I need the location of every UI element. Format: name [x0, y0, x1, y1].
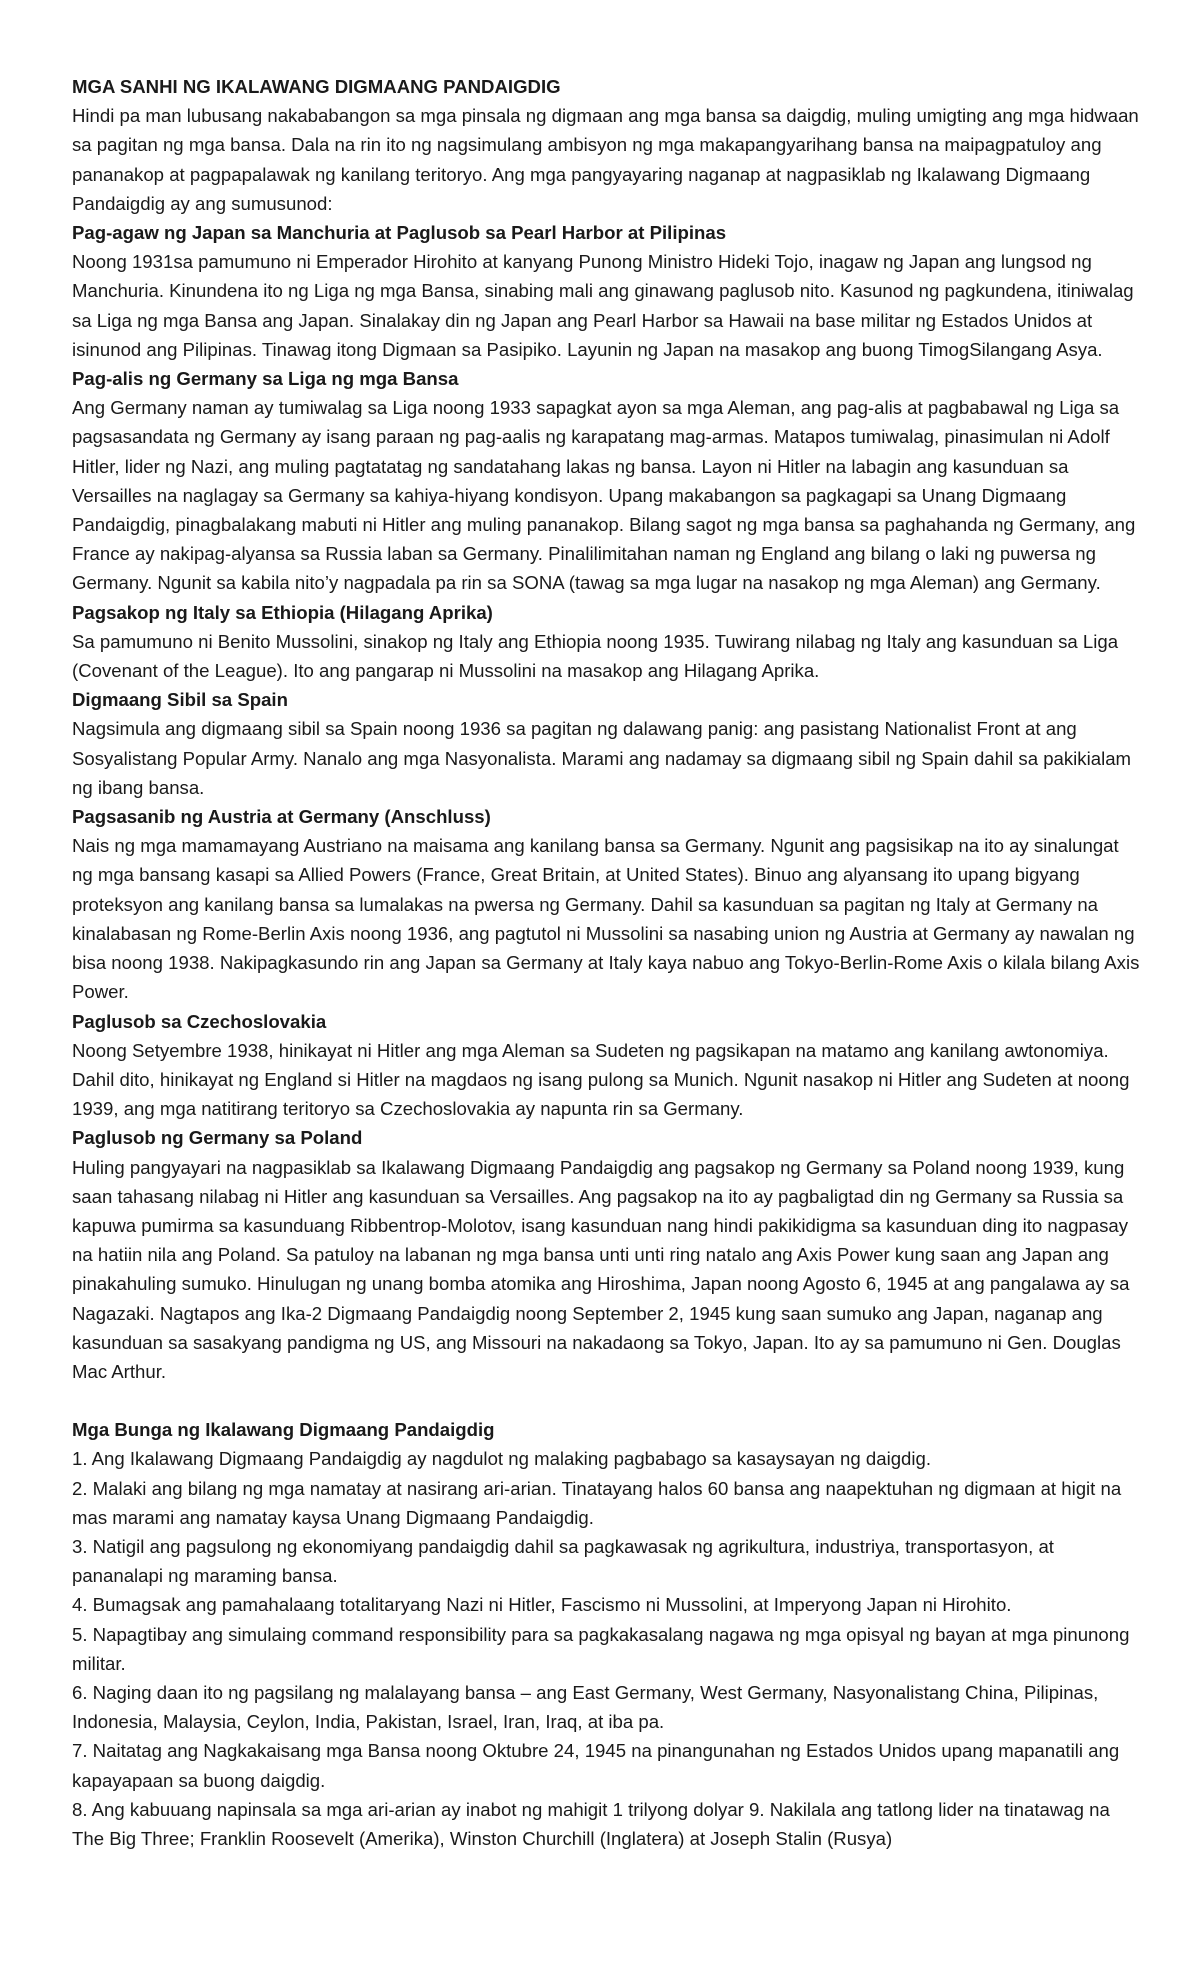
effects-list-item: 8. Ang kabuuang napinsala sa mga ari-arian ay inabot ng mahigit 1 trilyong dolyar 9. Nakilala ang tatlong lider na tinatawag na The Big Three; Franklin Roosevelt (Amerika), Winston Churchill (Inglatera) at Joseph Stalin (Rusya) — [72, 1798, 1110, 1849]
intro-paragraph: Hindi pa man lubusang nakababangon sa mga pinsala ng digmaan ang mga bansa sa daigdig, muling umigting ang mga hidwaan sa pagitan ng mga bansa. Dala na rin ito ng nagsimulang ambisyon ng mga makapangyarihang bansa na maipagpatuloy ang pananakop at pagpapalawak ng kanilang teritoryo. Ang mga pangyayaring naganap at nagpasiklab ng Ikalawang Digmaang Pandaigdig ay ang sumusunod: — [72, 105, 1139, 214]
section-heading-germany-league: Pag-alis ng Germany sa Liga ng mga Bansa — [72, 368, 459, 390]
paragraph-spacer — [72, 1386, 1142, 1415]
effects-heading: Mga Bunga ng Ikalawang Digmaang Pandaigdig — [72, 1419, 495, 1441]
section-body-italy-ethiopia: Sa pamumuno ni Benito Mussolini, sinakop ng Italy ang Ethiopia noong 1935. Tuwirang nilabag ng Italy ang kasunduan sa Liga (Covenant of the League). Ito ang pangarap ni Mussolini na masakop ang Hilagang Aprika. — [72, 630, 1119, 682]
effects-list-item: 4. Bumagsak ang pamahalaang totalitaryang Nazi ni Hitler, Fascismo ni Mussolini, at Imperyong Japan ni Hirohito. — [72, 1594, 1012, 1616]
document-body — [72, 72, 1142, 1853]
effects-list-item: 5. Napagtibay ang simulaing command responsibility para sa pagkakasalang nagawa ng mga opisyal ng bayan at mga pinunong militar. — [72, 1623, 1130, 1674]
document-title: MGA SANHI NG IKALAWANG DIGMAANG PANDAIGDIG — [72, 76, 561, 97]
section-heading-poland: Paglusob ng Germany sa Poland — [72, 1127, 363, 1149]
effects-list-item: 6. Naging daan ito ng pagsilang ng malalayang bansa – ang East Germany, West Germany, Nasyonalistang China, Pilipinas, Indonesia, Malaysia, Ceylon, India, Pakistan, Israel, Iran, Iraq, at iba pa. — [72, 1681, 1099, 1733]
effects-list-item: 2. Malaki ang bilang ng mga namatay at nasirang ari-arian. Tinatayang halos 60 bansa ang naapektuhan ng digmaan at higit na mas marami ang namatay kaysa Unang Digmaang Pandaigdig. — [72, 1477, 1122, 1528]
section-body-manchuria: Noong 1931sa pamumuno ni Emperador Hirohito at kanyang Punong Ministro Hideki Tojo, inagaw ng Japan ang lungsod ng Manchuria. Kinundena ito ng Liga ng mga Bansa, sinabing mali ang ginawang paglusob nito. Kasunod ng pagkundena, itiniwalag sa Liga ng mga Bansa ang Japan. Sinalakay din ng Japan ang Pearl Harbor sa Hawaii na base militar ng Estados Unidos at isinunod ang Pilipinas. Tinawag itong Digmaan sa Pasipiko. Layunin ng Japan na masakop ang buong TimogSilangang Asya. — [72, 251, 1134, 360]
section-heading-czechoslovakia: Paglusob sa Czechoslovakia — [72, 1010, 327, 1032]
section-heading-italy-ethiopia: Pagsakop ng Italy sa Ethiopia (Hilagang Aprika) — [72, 601, 493, 623]
section-body-anschluss: Nais ng mga mamamayang Austriano na maisama ang kanilang bansa sa Germany. Ngunit ang pagsisikap na ito ay sinalungat ng mga bansang kasapi sa Allied Powers (France, Great Britain, at United States). Binuo ang alyansang ito upang bigyang proteksyon ang kanilang bansa sa lumalakas na pwersa ng Germany. Dahil sa kasunduan sa pagitan ng Italy at Germany na kinalabasan ng Rome-Berlin Axis noong 1936, ang pagtutol ni Mussolini sa nasabing union ng Austria at Germany ay nawalan ng bisa noong 1938. Nakipagkasundo rin ang Japan sa Germany at Italy kaya nabuo ang Tokyo-Berlin-Rome Axis o kilala bilang Axis Power. — [72, 835, 1140, 1003]
effects-list-item: 1. Ang Ikalawang Digmaang Pandaigdig ay nagdulot ng malaking pagbabago sa kasaysayan ng daigdig. — [72, 1448, 932, 1470]
section-body-poland: Huling pangyayari na nagpasiklab sa Ikalawang Digmaang Pandaigdig ang pagsakop ng Germany sa Poland noong 1939, kung saan tahasang nilabag ni Hitler ang kasunduan sa Versailles. Ang pagsakop na ito ay pagbaligtad din ng Germany sa Russia sa kapuwa pumirma sa kasunduang Ribbentrop-Molotov, isang kasunduan nang hindi pakikidigma sa kasunduan ding ito nagpasay na hatiin nila ang Poland. Sa patuloy na labanan ng mga bansa unti unti ring natalo ang Axis Power kung saan ang Japan ang pinakahuling sumuko. Hinulugan ng unang bomba atomika ang Hiroshima, Japan noong Agosto 6, 1945 at ang pangalawa ay sa Nagazaki. Nagtapos ang Ika-2 Digmaang Pandaigdig noong September 2, 1945 kung saan sumuko ang Japan, naganap ang kasunduan sa sasakyang pandigma ng US, ang Missouri na nakadaong sa Tokyo, Japan. Ito ay sa pamumuno ni Gen. Douglas Mac Arthur. — [72, 1156, 1130, 1382]
section-body-czechoslovakia: Noong Setyembre 1938, hinikayat ni Hitler ang mga Aleman sa Sudeten ng pagsikapan na matamo ang kanilang awtonomiya. Dahil dito, hinikayat ng England si Hitler na magdaos ng isang pulong sa Munich. Ngunit nasakop ni Hitler ang Sudeten at noong 1939, ang mga natitirang teritoryo sa Czechoslovakia ay napunta rin sa Germany. — [72, 1039, 1130, 1120]
section-heading-spain: Digmaang Sibil sa Spain — [72, 689, 288, 711]
section-body-spain: Nagsimula ang digmaang sibil sa Spain noong 1936 sa pagitan ng dalawang panig: ang pasistang Nationalist Front at ang Sosyalistang Popular Army. Nanalo ang mga Nasyonalista. Marami ang nadamay sa digmaang sibil ng Spain dahil sa pakikialam ng ibang bansa. — [72, 718, 1132, 798]
effects-list-item: 3. Natigil ang pagsulong ng ekonomiyang pandaigdig dahil sa pagkawasak ng agrikultura, industriya, transportasyon, at pananalapi ng maraming bansa. — [72, 1535, 1054, 1587]
section-heading-manchuria: Pag-agaw ng Japan sa Manchuria at Paglusob sa Pearl Harbor at Pilipinas — [72, 222, 727, 244]
effects-list-item: 7. Naitatag ang Nagkakaisang mga Bansa noong Oktubre 24, 1945 na pinangunahan ng Estados Unidos upang mapanatili ang kapayapaan sa buong daigdig. — [72, 1740, 1120, 1791]
section-body-germany-league: Ang Germany naman ay tumiwalag sa Liga noong 1933 sapagkat ayon sa mga Aleman, ang pag-alis at pagbabawal ng Liga sa pagsasandata ng Germany ay isang paraan ng pag-aalis ng karapatang mag-armas. Matapos tumiwalag, pinasimulan ni Adolf Hitler, lider ng Nazi, ang muling pagtatatag ng sandatahang lakas ng bansa. Layon ni Hitler na labagin ang kasunduan sa Versailles na naglagay sa Germany sa kahiya-hiyang kondisyon. Upang makabangon sa pagkagapi sa Unang Digmaang Pandaigdig, pinagbalakang mabuti ni Hitler ang muling pananakop. Bilang sagot ng mga bansa sa paghahanda ng Germany, ang France ay nakipag-alyansa sa Russia laban sa Germany. Pinalilimitahan naman ng England ang bilang o laki ng puwersa ng Germany. Ngunit sa kabila nito’y nagpadala pa rin sa SONA (tawag sa mga lugar na nasakop ng mga Aleman) ang Germany. — [72, 397, 1136, 594]
section-heading-anschluss: Pagsasanib ng Austria at Germany (Anschluss) — [72, 806, 491, 828]
